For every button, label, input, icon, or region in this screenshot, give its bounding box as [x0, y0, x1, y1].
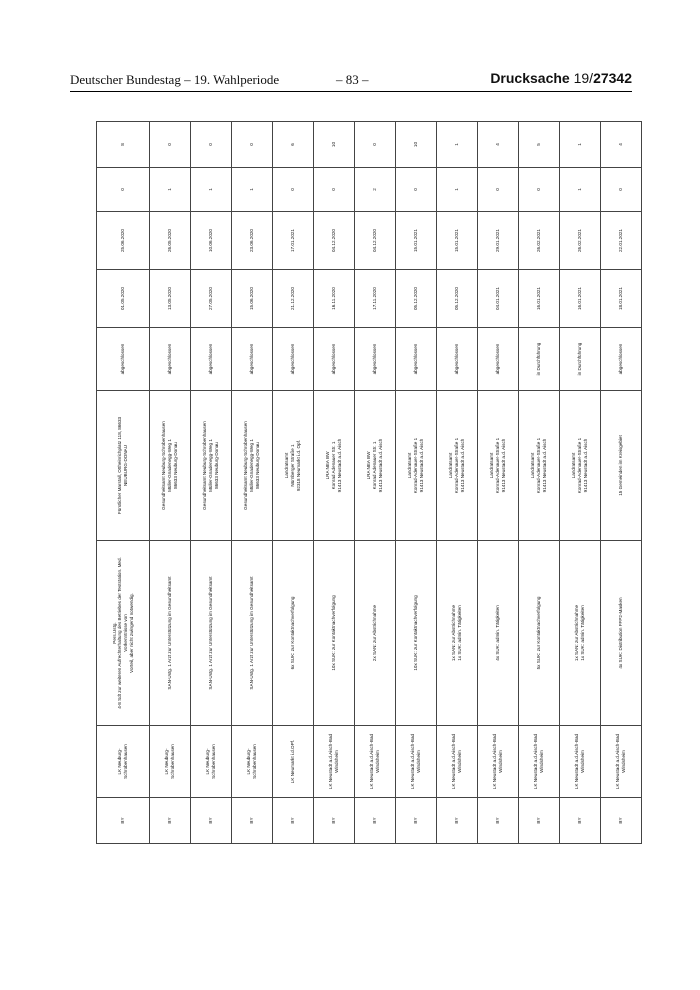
- cell-count-suk: 0: [191, 122, 232, 168]
- cell-end-date: 15.01.2021: [396, 212, 437, 270]
- cell-start-date: 18.01.2021: [601, 270, 642, 328]
- cell-district: [97, 726, 150, 798]
- cell-state: BY: [232, 798, 273, 844]
- cell-end-date: 17.01.2021: [273, 212, 314, 270]
- cell-district-line: Windsheim: [457, 750, 462, 773]
- cell-location-line: Landratsamt: [284, 452, 290, 479]
- table-row: [396, 122, 437, 844]
- table-wrapper: [96, 122, 633, 844]
- cell-location-line: LRA NEA BW: [325, 451, 331, 480]
- table-row: [560, 122, 601, 844]
- header-rule: [70, 91, 632, 92]
- cell-state: BY: [601, 798, 642, 844]
- cell-state: BY: [97, 798, 150, 844]
- cell-location-line: NEUBURG-DONAU: [123, 444, 128, 487]
- cell-count-suk: 4: [601, 122, 642, 168]
- cell-task: [314, 541, 355, 726]
- cell-start-date: 16.01.2021: [519, 270, 560, 328]
- cell-location: [355, 391, 396, 541]
- cell-task: [355, 541, 396, 726]
- cell-district-line: LK Neumarkt i.d.OPf.: [290, 739, 296, 784]
- cell-district-line: Windsheim: [375, 750, 380, 773]
- cell-state: BY: [396, 798, 437, 844]
- cell-location-line: Konrad-Adenauer-Straße 1: [577, 437, 583, 494]
- cell-task: [478, 541, 519, 726]
- cell-location-line: 15 Gemeinden im Kreisgebiet: [618, 435, 624, 496]
- cell-district: [560, 726, 601, 798]
- cell-count-suk: 0: [150, 122, 191, 168]
- cell-location-line: Gesundheitsamt Neuburg-Schrobenhausen: [243, 421, 249, 510]
- cell-start-date: 16.11.2020: [314, 270, 355, 328]
- cell-state: BY: [519, 798, 560, 844]
- cell-end-date: 25.06.2020: [97, 212, 150, 270]
- cell-location-line: Landratsamt: [530, 452, 536, 479]
- cell-location-line: Konrad-Adenauer-Straße 1: [495, 437, 501, 494]
- table-row: [150, 122, 191, 844]
- cell-count-san: 0: [601, 168, 642, 212]
- cell-status: abgeschlossen: [396, 328, 437, 391]
- cell-end-date: 26.02.2021: [560, 212, 601, 270]
- table-row: [478, 122, 519, 844]
- cell-location-line: LRA NEA BW: [366, 451, 372, 480]
- cell-location-line: 86633 Neuburg-Donau: [254, 442, 260, 489]
- cell-district: [478, 726, 519, 798]
- cell-district-line: Windsheim: [334, 750, 339, 773]
- cell-location-line: 91413 Neustadt a.d. Aisch: [500, 438, 506, 493]
- cell-location: [519, 391, 560, 541]
- cell-state: BY: [191, 798, 232, 844]
- cell-location-line: 91413 Neustadt a.d. Aisch: [336, 438, 342, 493]
- cell-district-line: LK Neuburg-: [205, 748, 211, 775]
- cell-district-line: LK Neustadt a.d.Aisch-Bad: [451, 733, 457, 790]
- cell-state: BY: [560, 798, 601, 844]
- cell-task-line: 6x SUK: zur Kontaktnachverfolgung: [290, 596, 296, 670]
- cell-status: abgeschlossen: [314, 328, 355, 391]
- cell-task: [437, 541, 478, 726]
- cell-district-line: LK Neustadt a.d.Aisch-Bad: [492, 733, 498, 790]
- cell-status: abgeschlossen: [191, 328, 232, 391]
- cell-count-suk: 10: [396, 122, 437, 168]
- cell-location-line: Landratsamt: [489, 452, 495, 479]
- cell-count-suk: 6: [273, 122, 314, 168]
- page-header: [70, 70, 632, 90]
- cell-location-line: 91413 Neustadt a.d. Aisch: [459, 438, 465, 493]
- cell-district-line: Windsheim: [580, 750, 585, 773]
- table-row: [437, 122, 478, 844]
- cell-count-san: 2: [355, 168, 396, 212]
- cell-status: abgeschlossen: [355, 328, 396, 391]
- cell-count-san: 1: [232, 168, 273, 212]
- cell-task-line: 10x SUK: zur Kontaktnachverfolgung: [413, 595, 419, 671]
- cell-start-date: 05.12.2020: [396, 270, 437, 328]
- cell-district-line: Schrobenhausen: [123, 744, 128, 779]
- cell-location-line: 86633 Neuburg-Donau: [172, 442, 178, 489]
- header-doc-label: Drucksache: [490, 70, 570, 86]
- cell-location-line: Konrad-Adenauer-Straße 1: [413, 437, 419, 494]
- cell-task-line: 5x SUK: zur Kontaktnachverfolgung: [536, 596, 542, 670]
- cell-district: [150, 726, 191, 798]
- cell-task-line: 1x SAN: zur Abstrichnahme: [451, 604, 457, 662]
- cell-state: BY: [314, 798, 355, 844]
- table-row: [273, 122, 314, 844]
- cell-location-line: 91413 Neustadt a.d. Aisch: [418, 438, 424, 493]
- cell-count-suk: 5: [519, 122, 560, 168]
- cell-count-suk: 0: [232, 122, 273, 168]
- table-row: [191, 122, 232, 844]
- cell-district-line: LK Neuburg-: [246, 748, 252, 775]
- cell-district: [314, 726, 355, 798]
- cell-district-line: Schrobenhausen: [211, 744, 216, 779]
- cell-location: [191, 391, 232, 541]
- cell-count-san: 0: [396, 168, 437, 212]
- cell-district-line: LK Neustadt a.d.Aisch-Bad: [410, 733, 416, 790]
- header-doc-id: [490, 70, 632, 86]
- header-doc-number: 27342: [593, 70, 632, 86]
- cell-district-line: Schrobenhausen: [170, 744, 175, 779]
- cell-task: [601, 541, 642, 726]
- cell-task: [97, 541, 150, 726]
- cell-location-line: Konrad-Adenauer-Straße 1: [454, 437, 460, 494]
- cell-district-line: Windsheim: [498, 750, 503, 773]
- cell-location: [232, 391, 273, 541]
- cell-location: [396, 391, 437, 541]
- cell-count-suk: 1: [560, 122, 601, 168]
- cell-count-san: 1: [437, 168, 478, 212]
- cell-location-line: Konrad-Adenauer-Straße 1: [536, 437, 542, 494]
- cell-count-suk: 10: [314, 122, 355, 168]
- cell-district-line: LK Neustadt a.d.Aisch-Bad: [328, 733, 334, 790]
- cell-count-san: 1: [150, 168, 191, 212]
- cell-end-date: 04.12.2020: [314, 212, 355, 270]
- cell-district-line: LK Neustadt a.d.Aisch-Bad: [574, 733, 580, 790]
- cell-district-line: Windsheim: [539, 750, 544, 773]
- cell-count-san: 0: [314, 168, 355, 212]
- cell-task: [560, 541, 601, 726]
- cell-district-line: LK Neustadt a.d.Aisch-Bad: [615, 733, 621, 790]
- cell-location: [97, 391, 150, 541]
- cell-status: abgeschlossen: [478, 328, 519, 391]
- cell-task: [519, 541, 560, 726]
- cell-task-line: 4x SUK: admin. Tätigkeiten: [495, 605, 501, 661]
- cell-start-date: 27.05.2020: [191, 270, 232, 328]
- cell-end-date: 10.06.2020: [191, 212, 232, 270]
- cell-location: [273, 391, 314, 541]
- cell-location-line: 91413 Neustadt a.d. Aisch: [582, 438, 588, 493]
- cell-state: BY: [150, 798, 191, 844]
- cell-district: [519, 726, 560, 798]
- cell-task: [150, 541, 191, 726]
- cell-status: in Durchführung: [519, 328, 560, 391]
- cell-district: [232, 726, 273, 798]
- cell-location-line: 91413 Neustadt a.d. Aisch: [541, 438, 547, 493]
- cell-task: [191, 541, 232, 726]
- cell-location-line: Landratsamt: [571, 452, 577, 479]
- cell-status: abgeschlossen: [601, 328, 642, 391]
- cell-count-san: 0: [478, 168, 519, 212]
- cell-district: [396, 726, 437, 798]
- cell-location-line: Müller-Gnadenegg-Weg 1: [208, 439, 214, 492]
- cell-start-date: 17.11.2020: [355, 270, 396, 328]
- cell-start-date: 01.05.2020: [97, 270, 150, 328]
- cell-location: [437, 391, 478, 541]
- cell-task: [232, 541, 273, 726]
- cell-start-date: 13.05.2020: [150, 270, 191, 328]
- cell-end-date: 04.12.2020: [355, 212, 396, 270]
- table-row: [314, 122, 355, 844]
- cell-district-line: LK Neuburg-: [164, 748, 170, 775]
- cell-status: abgeschlossen: [437, 328, 478, 391]
- cell-task: [273, 541, 314, 726]
- cell-location-line: Nürnberger Straße 1: [290, 444, 296, 487]
- cell-task-line: 1x SAN: zur Abstrichnahme: [574, 604, 580, 662]
- cell-status: abgeschlossen: [150, 328, 191, 391]
- cell-district-line: Windsheim: [416, 750, 421, 773]
- cell-task-line: SAN-Ustg. 1 Arzt zur Unterstützung im Gesundheitsamt: [249, 576, 255, 690]
- cell-district: [191, 726, 232, 798]
- cell-task: [396, 541, 437, 726]
- cell-district: [273, 726, 314, 798]
- table-row: [519, 122, 560, 844]
- cell-count-san: 1: [560, 168, 601, 212]
- header-doc-prefix: 19/: [573, 70, 594, 86]
- cell-start-date: 21.12.2020: [273, 270, 314, 328]
- cell-task-line: 1x SUK: admin. Tätigkeiten: [457, 605, 462, 661]
- table-row: [97, 122, 150, 844]
- cell-status: abgeschlossen: [273, 328, 314, 391]
- table-row: [355, 122, 396, 844]
- cell-task-line: SAN-Ustg. 1 Arzt zur Unterstützung im Gesundheitsamt: [167, 576, 173, 690]
- table-row: [601, 122, 642, 844]
- cell-task-line: 10x SUK: zur Kontaktnachverfolgung: [331, 595, 337, 671]
- cell-district-line: Schrobenhausen: [252, 744, 257, 779]
- cell-location: [150, 391, 191, 541]
- cell-location-line: Gesundheitsamt Neuburg-Schrobenhausen: [202, 421, 208, 510]
- cell-district: [355, 726, 396, 798]
- cell-end-date: 15.01.2021: [437, 212, 478, 270]
- cell-location-line: Landratsamt: [407, 452, 413, 479]
- cell-count-suk: 8: [97, 122, 150, 168]
- cell-location: [478, 391, 519, 541]
- cell-end-date: 26.02.2021: [519, 212, 560, 270]
- cell-task-line: SAN-Ustg. 1 Arzt zur Unterstützung im Gesundheitsamt: [208, 576, 214, 690]
- cell-district-line: LK Neustadt a.d.Aisch-Bad: [533, 733, 539, 790]
- cell-task-line: 1x SUK: admin. Tätigkeiten: [580, 605, 585, 661]
- cell-district-line: LK Neustadt a.d.Aisch-Bad: [369, 733, 375, 790]
- cell-status: in Durchführung: [560, 328, 601, 391]
- cell-count-san: 0: [97, 168, 150, 212]
- cell-location-line: Landratsamt: [448, 452, 454, 479]
- cell-end-date: 26.05.2020: [150, 212, 191, 270]
- cell-state: BY: [478, 798, 519, 844]
- cell-task-line: 4-8 Sdt zur weiteren Aufrechterhaltung des Betriebes der Teststation. Med. Vorkenntnisse von: [117, 557, 128, 709]
- cell-count-san: 0: [273, 168, 314, 212]
- cell-district-line: Windsheim: [621, 750, 626, 773]
- cell-location: [601, 391, 642, 541]
- cell-start-date: 05.12.2020: [437, 270, 478, 328]
- cell-task-line: 4x SUK: Distribution FFP2-Masken: [618, 597, 624, 669]
- cell-count-suk: 4: [478, 122, 519, 168]
- cell-district: [601, 726, 642, 798]
- rotated-table-container: [96, 122, 633, 844]
- cell-end-date: 29.01.2021: [478, 212, 519, 270]
- cell-state: BY: [437, 798, 478, 844]
- cell-task-line: 2x SAN: zur Abstrichnahme: [372, 604, 378, 662]
- cell-end-date: 23.06.2020: [232, 212, 273, 270]
- cell-location-line: 86633 Neuburg-Donau: [213, 442, 219, 489]
- cell-state: BY: [273, 798, 314, 844]
- cell-location-line: Konrad Adenauer Str. 1: [372, 441, 378, 490]
- header-page-number: – 83 –: [336, 72, 369, 87]
- cell-count-suk: 1: [437, 122, 478, 168]
- cell-start-date: 04.01.2021: [478, 270, 519, 328]
- cell-district-line: LK Neuburg-: [117, 748, 123, 775]
- cell-state: BY: [355, 798, 396, 844]
- cell-location: [560, 391, 601, 541]
- cell-count-suk: 0: [355, 122, 396, 168]
- cell-start-date: 15.06.2020: [232, 270, 273, 328]
- header-publication: Deutscher Bundestag – 19. Wahlperiode: [70, 72, 280, 87]
- cell-location-line: Müller-Gnadenegg-Weg 1: [249, 439, 255, 492]
- cell-location-line: Müller-Gnadenegg-Weg 1: [167, 439, 173, 492]
- cell-location-line: Fürstlicher Marstall, Ottheinrichplatz 118, 86633: [117, 416, 123, 515]
- cell-task-line: Pers.Ustg.: [111, 622, 117, 644]
- cell-count-san: 1: [191, 168, 232, 212]
- table-row: [232, 122, 273, 844]
- cell-count-san: 0: [519, 168, 560, 212]
- cell-task-line: Vorteil, aber nicht zwingend notwendig.: [128, 593, 134, 673]
- cell-district: [437, 726, 478, 798]
- cell-location-line: 92318 Neumarkt i.d. Opf.: [295, 439, 301, 492]
- cell-start-date: 16.01.2021: [560, 270, 601, 328]
- cell-location-line: Konrad Adenauer Str. 1: [331, 441, 337, 490]
- cell-status: abgeschlossen: [97, 328, 150, 391]
- cell-location: [314, 391, 355, 541]
- cell-end-date: 22.01.2021: [601, 212, 642, 270]
- cell-status: abgeschlossen: [232, 328, 273, 391]
- cell-location-line: Gesundheitsamt Neuburg-Schrobenhausen: [161, 421, 167, 510]
- deployment-table: [96, 121, 642, 844]
- cell-location-line: 91413 Neustadt a.d. Aisch: [377, 438, 383, 493]
